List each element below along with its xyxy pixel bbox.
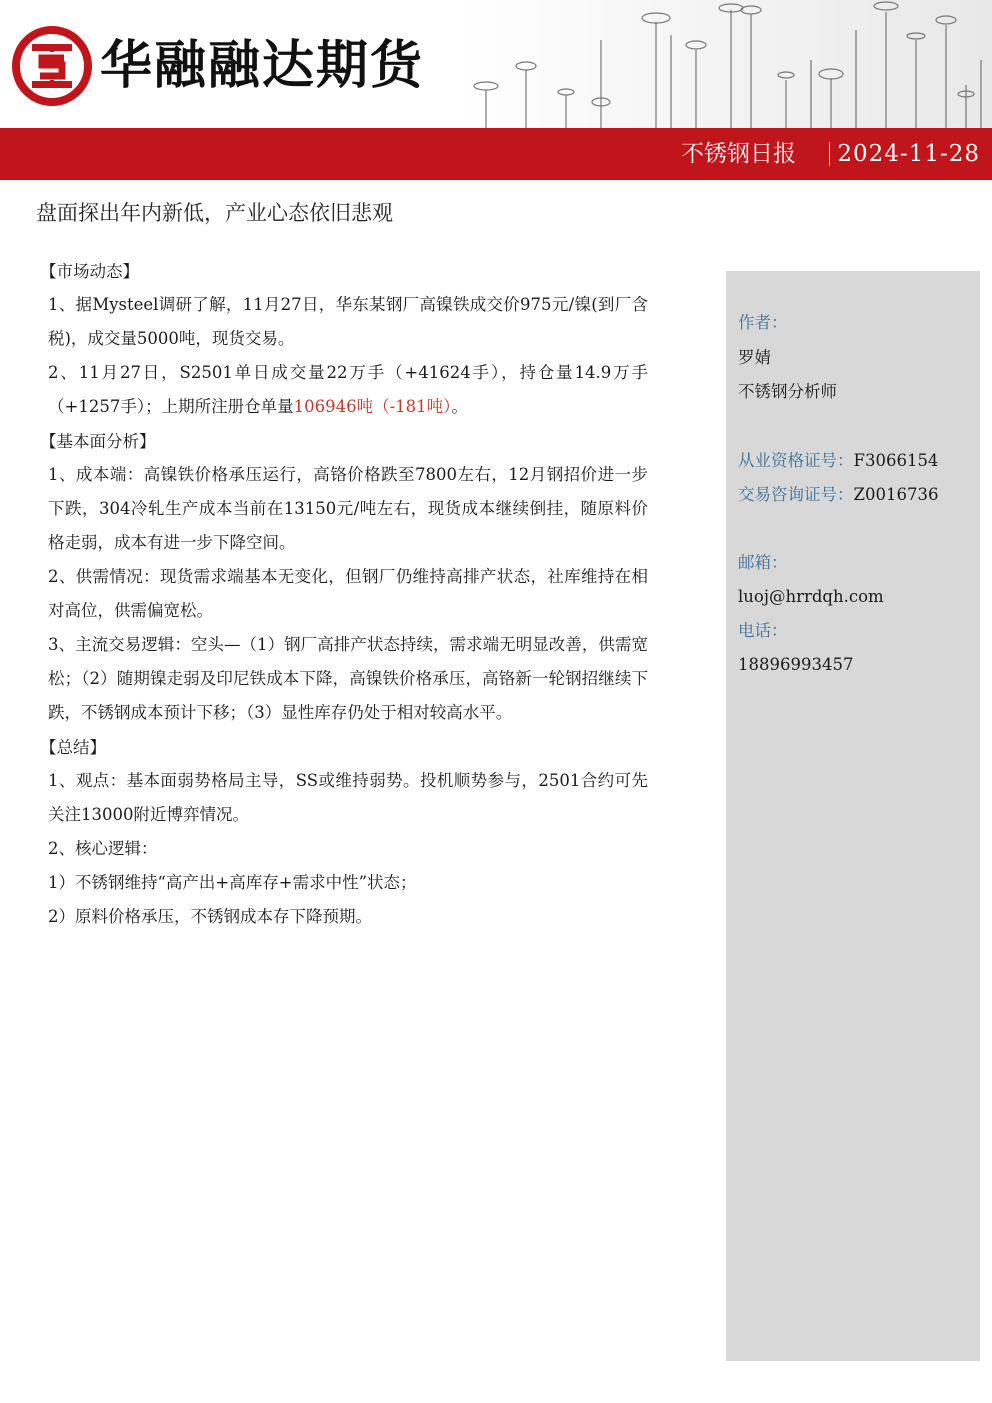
report-header-band xyxy=(0,128,992,180)
market-paragraph-1: 1、据Mysteel调研了解，11月27日，华东某钢厂高镍铁成交价975元/镍(到厂含税)，成交量5000吨，现货交易。 xyxy=(48,295,648,348)
warehouse-receipt-highlight: 106946吨（-181吨） xyxy=(293,397,452,416)
author-name: 罗婧 xyxy=(738,348,771,367)
report-date: 2024-11-28 xyxy=(837,141,980,167)
qualification-number: F3066154 xyxy=(853,451,939,470)
market-paragraph-2-end: 。 xyxy=(451,397,468,416)
report-headline: 盘面探出年内新低，产业心态依旧悲观 xyxy=(36,201,393,225)
qualification-label: 从业资格证号： xyxy=(738,451,854,470)
fundamentals-paragraph-1: 1、成本端：高镍铁价格承压运行，高铬价格跌至7800左右，12月钢招价进一步下跌，304冷轧生产成本当前在13150元/吨左右，现货成本继续倒挂，随原料价格走弱，成本有进一步下降空间。 xyxy=(48,465,648,552)
qualification-line xyxy=(738,447,938,475)
author-title: 不锈钢分析师 xyxy=(738,382,837,401)
decorative-header-graphic xyxy=(456,0,992,128)
market-paragraph-2 xyxy=(48,356,648,424)
email-link[interactable]: luoj@hrrdqh.com xyxy=(738,587,884,606)
consult-number: Z0016736 xyxy=(853,485,939,504)
brand-name: 华融融达期货 xyxy=(100,36,425,96)
consult-line xyxy=(738,481,938,509)
section-title-summary: 【总结】 xyxy=(40,738,106,757)
header-divider xyxy=(829,142,830,166)
summary-paragraph-3: 1）不锈钢维持“高产出+高库存+需求中性”状态； xyxy=(48,873,417,892)
email-label: 邮箱： xyxy=(738,553,788,572)
summary-paragraph-2: 2、核心逻辑： xyxy=(48,839,158,858)
report-body xyxy=(40,256,648,934)
fundamentals-paragraph-2: 2、供需情况：现货需求端基本无变化，但钢厂仍维持高排产状态，社库维持在相对高位，供需偏宽松。 xyxy=(48,567,648,620)
author-label: 作者： xyxy=(738,313,788,332)
section-title-fundamentals: 【基本面分析】 xyxy=(40,432,156,451)
author-sidebar xyxy=(726,271,980,1361)
section-title-market: 【市场动态】 xyxy=(40,262,139,281)
summary-paragraph-4: 2）原料价格承压，不锈钢成本存下降预期。 xyxy=(48,907,372,926)
summary-paragraph-1: 1、观点：基本面弱势格局主导，SS或维持弱势。投机顺势参与，2501合约可先关注13000附近博弈情况。 xyxy=(48,771,648,824)
huarong-s-logo-icon xyxy=(12,26,92,106)
phone-label: 电话： xyxy=(738,621,788,640)
market-paragraph-2-text: 2、11月27日，S2501单日成交量22万手（+41624手），持仓量14.9万手（+1257手）；上期所注册仓单量 xyxy=(48,363,648,416)
fundamentals-paragraph-3: 3、主流交易逻辑：空头—（1）钢厂高排产状态持续，需求端无明显改善，供需宽松；（2）随期镍走弱及印尼铁成本下降，高镍铁价格承压，高铬新一轮钢招继续下跌，不锈钢成本预计下移；（3）显性库存仍处于相对较高水平。 xyxy=(48,635,648,722)
report-type: 不锈钢日报 xyxy=(681,141,796,167)
phone-number: 18896993457 xyxy=(738,655,854,674)
consult-label: 交易咨询证号： xyxy=(738,485,854,504)
